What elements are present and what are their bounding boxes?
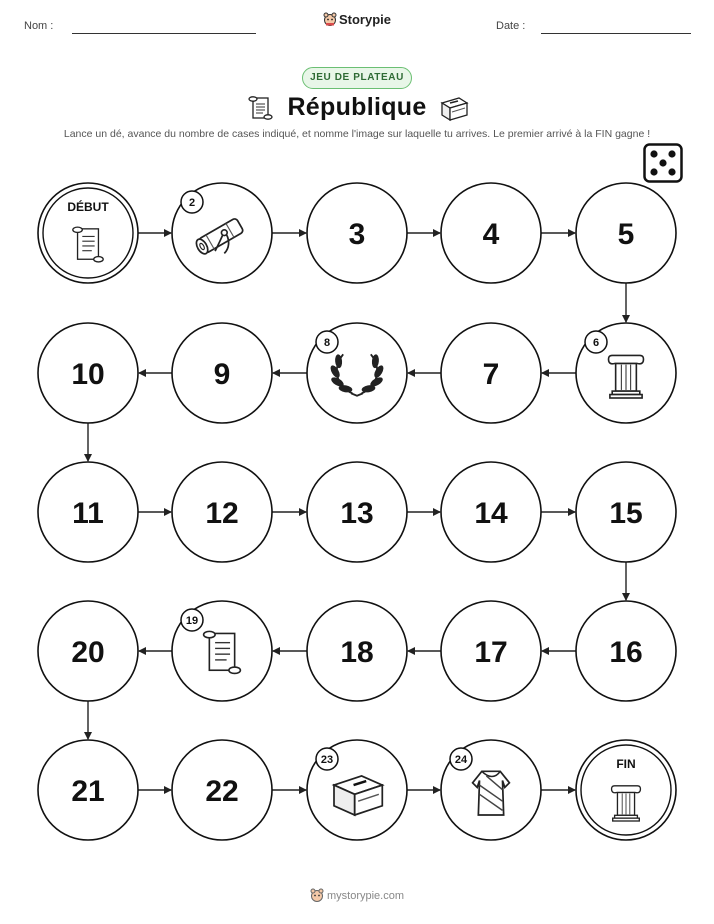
cell-number: 7 [482,358,500,391]
cell-number: 17 [474,636,508,669]
board-cell-2 [172,183,272,283]
cell-number: 11 [72,497,104,530]
cell-number: 18 [340,636,374,669]
cell-number: 3 [348,218,366,251]
board-cell-7 [441,323,541,423]
cell-number: 20 [71,636,105,669]
cell-number: 14 [474,497,508,530]
board-cell-16 [576,601,676,701]
cell-number: 21 [71,775,105,808]
cell-number: 12 [205,497,239,530]
cell-label: FIN [616,757,636,771]
board-cell-21 [38,740,138,840]
footer [0,888,714,902]
name-label: Nom : [24,20,54,32]
brand-name: Storypie [338,12,391,27]
board-cell-1 [38,183,138,283]
board-cell-10 [38,323,138,423]
board-cell-9 [172,323,272,423]
board-cell-4 [441,183,541,283]
cell-number: 15 [609,497,643,530]
board-cell-22 [172,740,272,840]
date-label: Date : [496,20,526,32]
board-cell-25 [576,740,676,840]
board-cell-15 [576,462,676,562]
cell-number: 9 [213,358,231,391]
cell-number: 22 [205,775,239,808]
board-cell-23 [307,740,407,840]
board-cell-14 [441,462,541,562]
cell-number: 19 [185,615,199,627]
cell-number: 8 [323,337,331,349]
footer-url[interactable]: mystorypie.com [326,890,405,902]
cell-number: 10 [71,358,105,391]
cell-number: 2 [188,197,196,209]
cell-number: 23 [320,754,334,766]
board-cell-5 [576,183,676,283]
game-type-badge: JEU DE PLATEAU [302,67,412,89]
board-cell-8 [307,323,407,423]
board-cell-19 [172,601,272,701]
cell-number: 5 [617,218,635,251]
cell-label: DÉBUT [67,200,109,214]
cell-number: 6 [592,337,600,349]
instructions-text: Lance un dé, avance du nombre de cases indiqué, et nomme l'image sur laquelle tu arrives. Le premier arrivé à la FIN gagne ! [63,128,651,140]
board-cell-3 [307,183,407,283]
cell-number: 13 [340,497,374,530]
board-cell-18 [307,601,407,701]
scroll-icon [204,631,241,673]
board-cell-17 [441,601,541,701]
board-cell-11 [38,462,138,562]
cell-number: 4 [482,218,500,251]
page-title: République [287,93,427,121]
scroll-icon [73,227,103,262]
board-cell-12 [172,462,272,562]
cell-number: 24 [454,754,468,766]
board-cell-6 [576,323,676,423]
board-cell-20 [38,601,138,701]
mascot-icon [310,888,324,902]
cell-number: 16 [609,636,643,669]
board-cell-13 [307,462,407,562]
board-cell-24 [441,740,541,840]
